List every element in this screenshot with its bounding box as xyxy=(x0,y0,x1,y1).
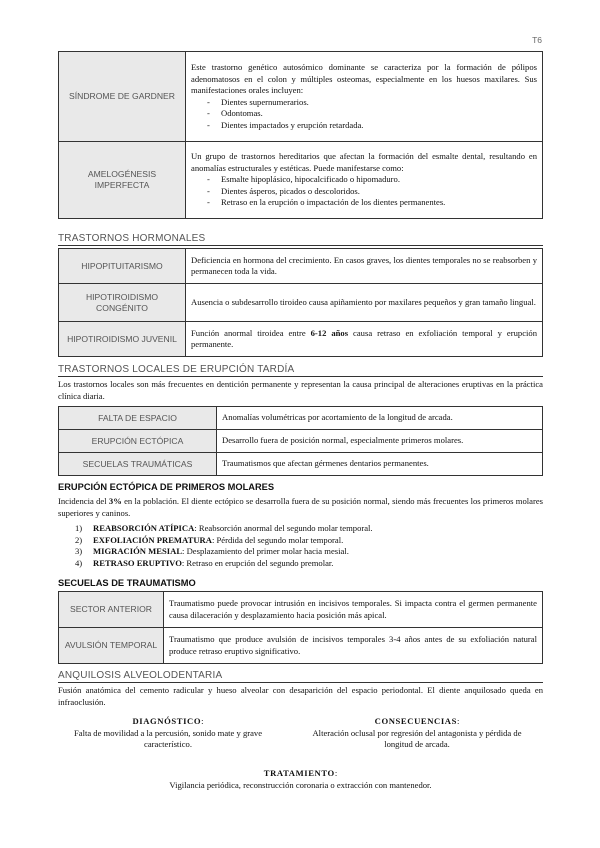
local-table xyxy=(58,406,543,476)
table-row xyxy=(59,407,543,430)
item-term: EXFOLIACIÓN PREMATURA xyxy=(93,534,212,545)
hormonal-table xyxy=(58,248,543,357)
text-part: en la población. El diente ectópico se desarrolla fuera de su posición normal, siendo más frecuentes los primeros molares superiores y caninos. xyxy=(58,496,543,518)
row-label: HIPOTIROIDISMO CONGÉNITO xyxy=(59,284,186,322)
row-description: Ausencia o subdesarrollo tiroideo causa apiñamiento por maxilares pequeños y gran tamaño lingual. xyxy=(186,284,543,322)
section-title-ectopic: ERUPCIÓN ECTÓPICA DE PRIMEROS MOLARES xyxy=(58,482,275,492)
list-item: - Retraso en la erupción o impactación de los dientes permanentes. xyxy=(207,197,537,209)
row-label: HIPOPITUITARISMO xyxy=(59,249,186,284)
item-number: 2) xyxy=(75,534,83,545)
item-number: 3) xyxy=(75,546,83,556)
text-part: causa retraso en exfoliación temporal y erupción permanente. xyxy=(191,327,537,349)
item-term: RETRASO ERUPTIVO xyxy=(93,557,182,568)
table-row xyxy=(59,52,543,142)
list-item: - Dientes supernumerarios. xyxy=(207,97,537,109)
item-number: 4) xyxy=(75,557,83,568)
item-text: : Reabsorción anormal del segundo molar temporal. xyxy=(194,523,373,533)
row-label: FALTA DE ESPACIO xyxy=(59,407,217,430)
section-title-trauma: SECUELAS DE TRAUMATISMO xyxy=(58,578,196,588)
table-row xyxy=(59,592,543,628)
genetic-disorders-table xyxy=(58,51,543,219)
row-description: Deficiencia en hormona del crecimiento. En casos graves, los dientes temporales no se reabsorben y permanecen toda la vida. xyxy=(186,249,543,284)
trauma-table xyxy=(58,591,543,664)
diagnosis-text: Falta de movilidad a la percusión, sonido mate y grave característico. xyxy=(73,727,263,749)
consequences-text: Alteración oclusal por regresión del antagonista y pérdida de longitud de arcada. xyxy=(312,727,522,749)
row-text: Este trastorno genético autosómico dominante se caracteriza por la formación de pólipos adenomatosos en el colon y múltiples osteomas, especialmente en los huesos maxilares. Sus manifestaciones orales incluyen: xyxy=(191,62,537,95)
row-description xyxy=(186,142,543,219)
section-title-hormonal: TRASTORNOS HORMONALES xyxy=(58,233,543,246)
list-item xyxy=(75,558,373,570)
item-text: : Retraso en erupción del segundo premolar. xyxy=(181,557,334,568)
local-intro: Los trastornos locales son más frecuentes en dentición permanente y representan la causa principal de alteraciones eruptivas en la práctica clínica diaria. xyxy=(58,379,543,401)
row-label: ERUPCIÓN ECTÓPICA xyxy=(59,430,217,453)
row-label: SECUELAS TRAUMÁTICAS xyxy=(59,453,217,476)
item-term: MIGRACIÓN MESIAL xyxy=(93,546,183,556)
table-row xyxy=(59,284,543,322)
row-description: Anomalías volumétricas por acortamiento de la longitud de arcada. xyxy=(217,407,543,430)
row-label: AMELOGÉNESIS IMPERFECTA xyxy=(59,142,186,219)
consequences-heading: CONSECUENCIAS: xyxy=(374,716,460,726)
row-description: Traumatismo puede provocar intrusión en incisivos temporales. Si impacta contra el germen permanente causa dilaceración y desplazamiento hacia posición más apical. xyxy=(164,592,543,628)
row-label: SECTOR ANTERIOR xyxy=(59,592,164,628)
row-label: AVULSIÓN TEMPORAL xyxy=(59,628,164,664)
treatment-block xyxy=(58,768,543,791)
table-row xyxy=(59,322,543,357)
item-term: REABSORCIÓN ATÍPICA xyxy=(93,523,195,533)
manifestations-list xyxy=(207,174,537,209)
table-row xyxy=(59,430,543,453)
text-part: Incidencia del xyxy=(58,496,109,506)
list-item: - Dientes impactados y erupción retardada. xyxy=(207,120,537,132)
section-title-ankylosis: ANQUILOSIS ALVEOLODENTARIA xyxy=(58,670,543,683)
treatment-heading: TRATAMIENTO: xyxy=(263,768,338,778)
ankylosis-intro: Fusión anatómica del cemento radicular y hueso alveolar con desaparición del espacio periodontal. El diente anquilosado queda en infraoclusión. xyxy=(58,685,543,707)
row-label: SÍNDROME DE GARDNER xyxy=(59,52,186,142)
row-description xyxy=(186,322,543,357)
text-part: Función anormal tiroidea entre xyxy=(191,327,311,338)
treatment-text: Vigilancia periódica, reconstrucción coronaria o extracción con mantenedor. xyxy=(169,779,432,790)
list-item xyxy=(75,523,373,535)
section-title-local: TRASTORNOS LOCALES DE ERUPCIÓN TARDÍA xyxy=(58,364,543,377)
page-number: T6 xyxy=(532,35,542,45)
row-text: Un grupo de trastornos hereditarios que afectan la formación del esmalte dental, resultando en anomalías estructurales y estéticas. Puede manifestarse como: xyxy=(191,151,537,173)
item-text: : Desplazamiento del primer molar hacia mesial. xyxy=(182,546,349,556)
ectopic-consequences-list xyxy=(75,523,373,569)
item-text: : Pérdida del segundo molar temporal. xyxy=(211,534,344,545)
table-row xyxy=(59,249,543,284)
table-row xyxy=(59,453,543,476)
text-bold: 6-12 años xyxy=(310,327,349,338)
manifestations-list xyxy=(207,97,537,132)
item-number: 1) xyxy=(75,523,83,533)
table-row xyxy=(59,628,543,664)
row-label: HIPOTIROIDISMO JUVENIL xyxy=(59,322,186,357)
row-description xyxy=(186,52,543,142)
ectopic-intro xyxy=(58,496,543,519)
consequences-block xyxy=(312,716,522,751)
diagnosis-block xyxy=(62,716,274,751)
row-description: Traumatismo que produce avulsión de incisivos temporales 3-4 años antes de su exfoliación natural produce retraso eruptivo significativo. xyxy=(164,628,543,664)
row-description: Traumatismos que afectan gérmenes dentarios permanentes. xyxy=(217,453,543,476)
list-item: - Esmalte hipoplásico, hipocalcificado o hipomaduro. xyxy=(207,174,537,186)
list-item xyxy=(75,535,373,547)
list-item xyxy=(75,546,373,558)
row-description: Desarrollo fuera de posición normal, especialmente primeros molares. xyxy=(217,430,543,453)
table-row xyxy=(59,142,543,219)
diagnosis-heading: DIAGNÓSTICO: xyxy=(132,716,204,726)
text-bold: 3% xyxy=(108,496,122,506)
list-item: - Dientes ásperos, picados o descoloridos. xyxy=(207,186,537,198)
list-item: - Odontomas. xyxy=(207,108,537,120)
